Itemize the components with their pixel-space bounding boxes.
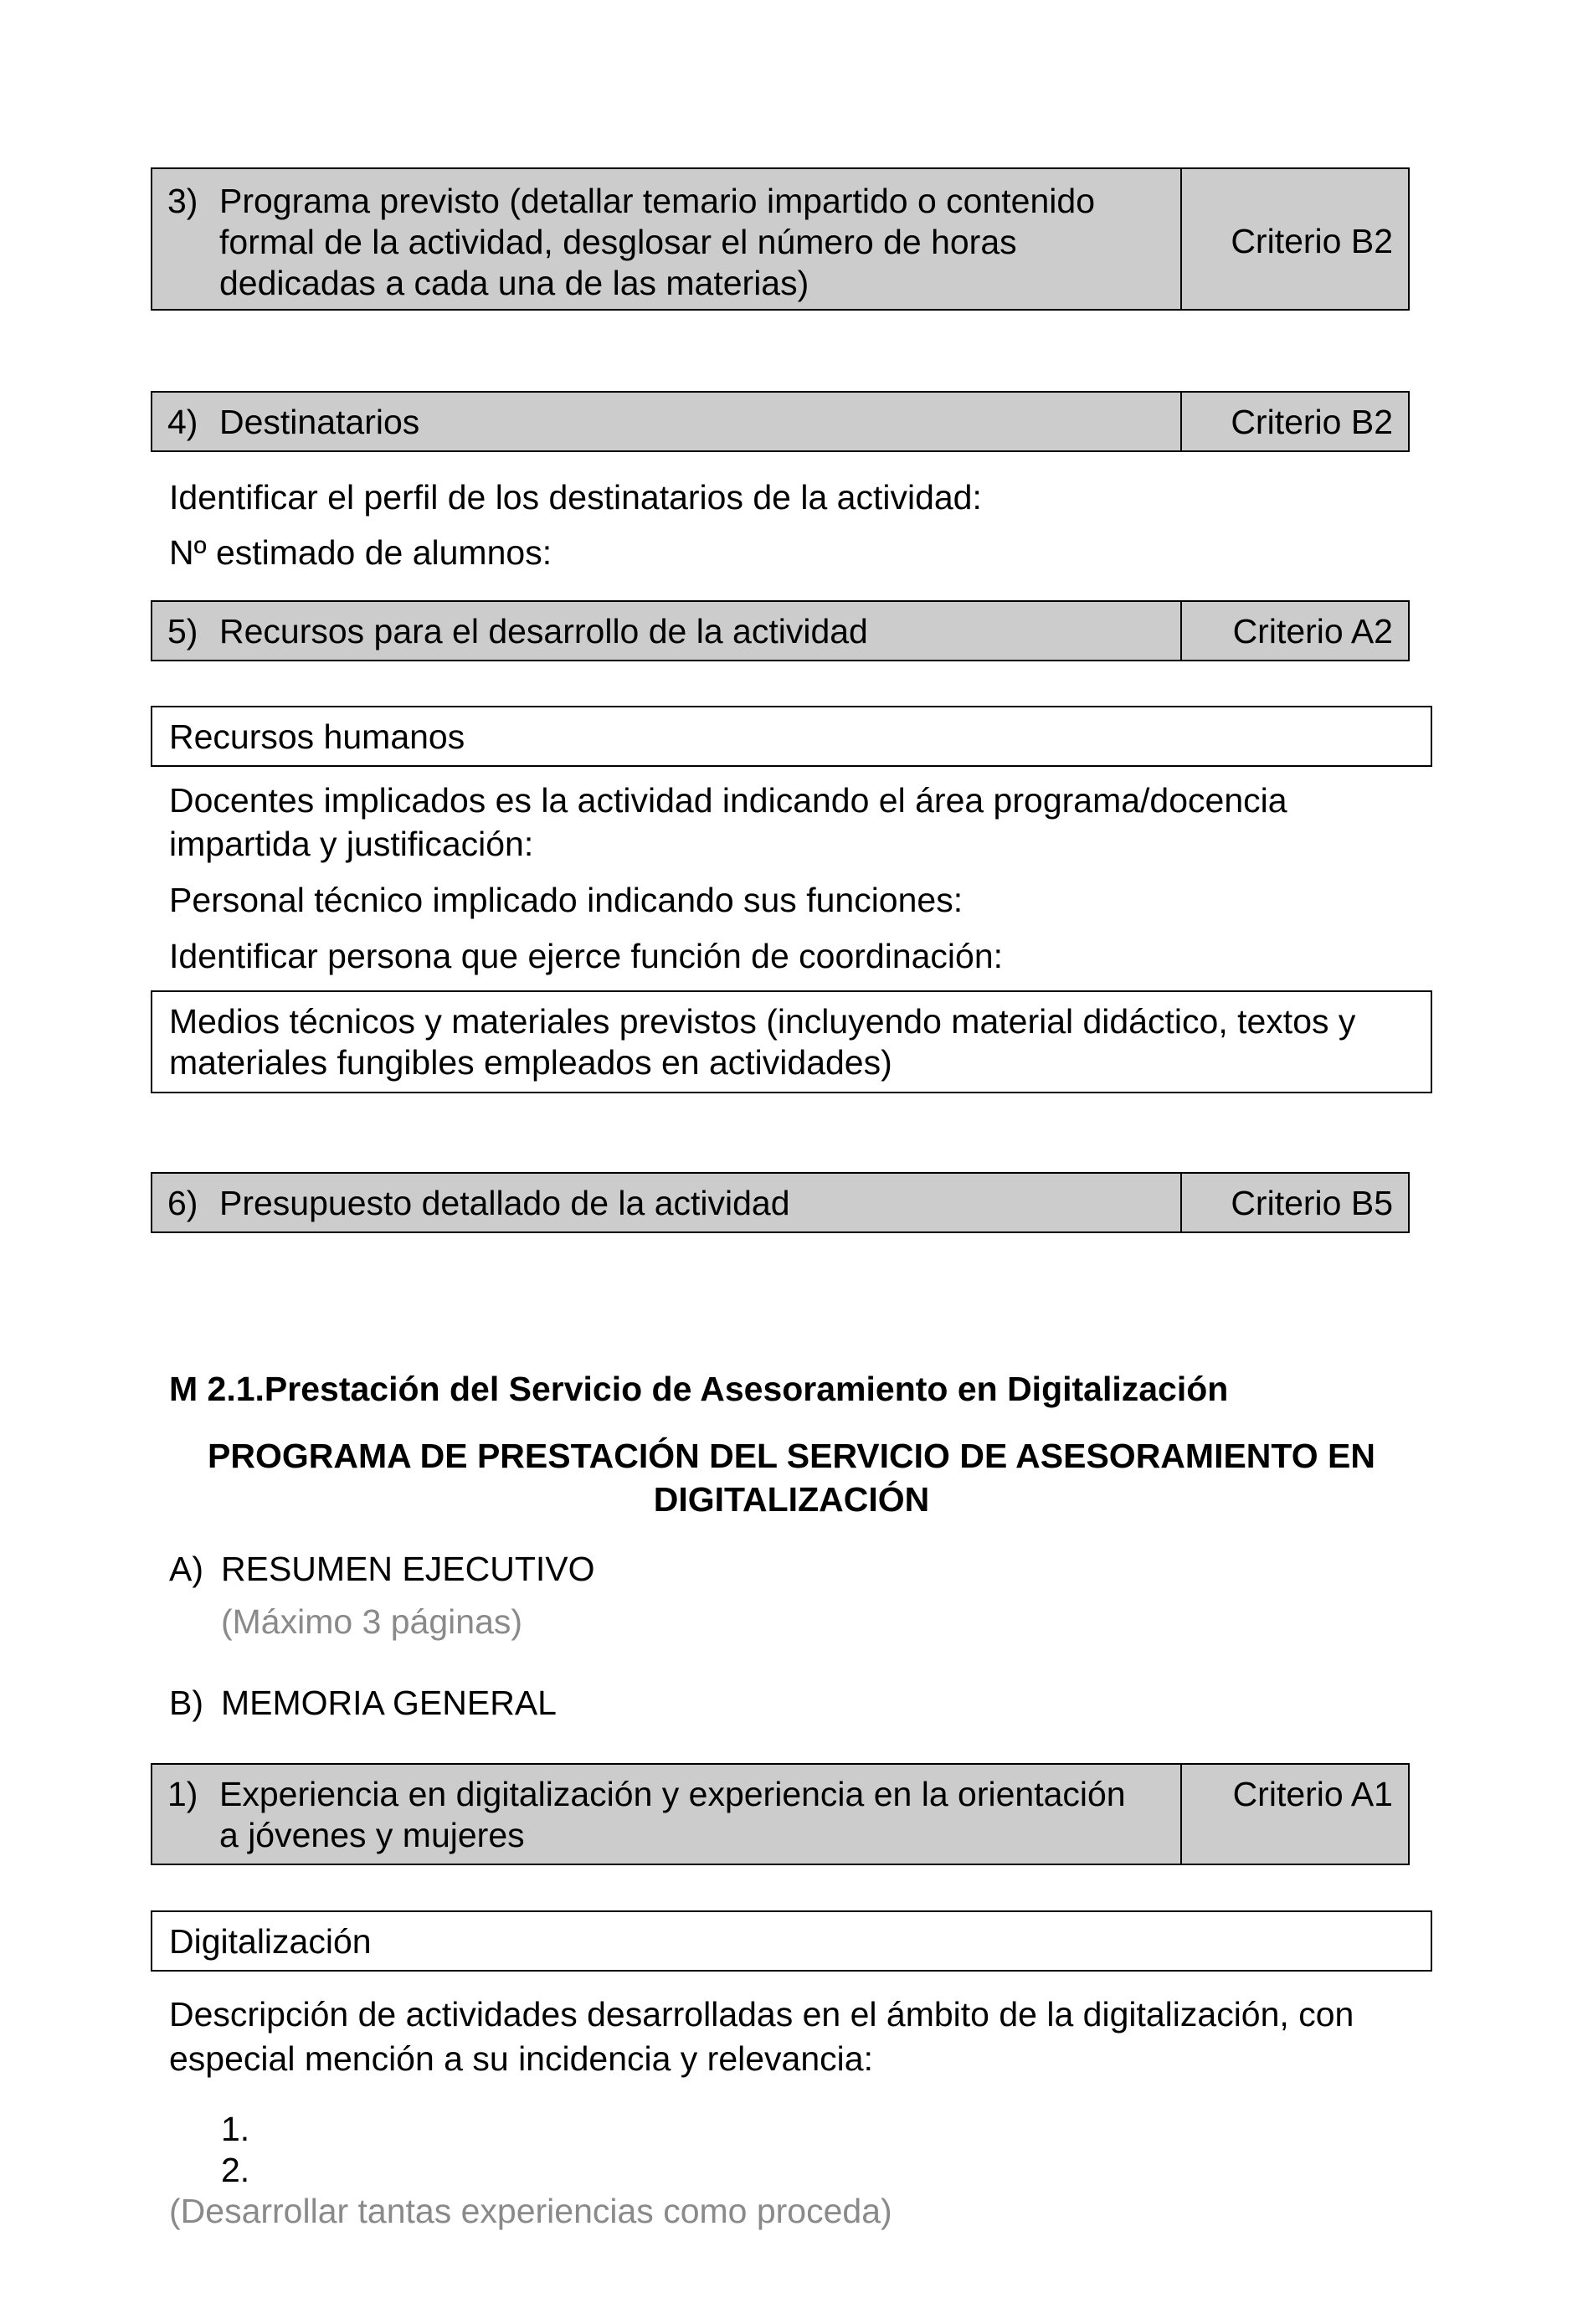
program-title-line: PROGRAMA DE PRESTACIÓN DEL SERVICIO DE ASESORAMIENTO EN — [208, 1437, 1375, 1475]
section-a-label: A) — [169, 1550, 203, 1588]
section-title-line: Experiencia en digitalización y experiencia en la orientación — [219, 1775, 1126, 1813]
description-text: Descripción de actividades desarrolladas en el ámbito de la digitalización, con — [169, 1995, 1354, 2034]
instruction-text: Identificar persona que ejerce función de coordinación: — [169, 937, 1004, 975]
section-number: 4) — [167, 403, 198, 441]
section-a-note: (Máximo 3 páginas) — [221, 1602, 523, 1641]
box-text-line: materiales fungibles empleados en actividades) — [169, 1043, 892, 1082]
column-divider — [1180, 169, 1182, 309]
column-divider — [1180, 1174, 1182, 1231]
instruction-text: impartida y justificación: — [169, 825, 534, 863]
box-title: Digitalización — [169, 1922, 372, 1961]
section-title-line: formal de la actividad, desglosar el número de horas — [219, 223, 1017, 261]
instruction-text: Docentes implicados es la actividad indicando el área programa/docencia — [169, 781, 1287, 820]
section-b-title: MEMORIA GENERAL — [221, 1684, 557, 1722]
section-5-header — [151, 600, 1410, 661]
instruction-text: Personal técnico implicado indicando sus funciones: — [169, 881, 964, 919]
program-title-line: DIGITALIZACIÓN — [653, 1480, 930, 1519]
section-number: 6) — [167, 1184, 198, 1222]
list-item-number: 1. — [221, 2110, 250, 2148]
medios-tecnicos-box — [151, 990, 1432, 1093]
recursos-humanos-box — [151, 706, 1432, 767]
instruction-text: Identificar el perfil de los destinatarios de la actividad: — [169, 478, 982, 517]
section-number: 1) — [167, 1775, 198, 1813]
section-title-line: dedicadas a cada una de las materias) — [219, 264, 809, 302]
description-text: especial mención a su incidencia y relevancia: — [169, 2039, 873, 2078]
criterio-label: Criterio B2 — [1231, 222, 1393, 260]
list-item-number: 2. — [221, 2151, 250, 2189]
criterio-label: Criterio B2 — [1231, 403, 1393, 441]
section-title-line: a jóvenes y mujeres — [219, 1816, 525, 1854]
box-title: Recursos humanos — [169, 717, 465, 756]
section-number: 3) — [167, 182, 198, 220]
section-title: Recursos para el desarrollo de la actividad — [219, 612, 868, 650]
closing-note: (Desarrollar tantas experiencias como proceda) — [169, 2192, 892, 2230]
section-4-header — [151, 391, 1410, 452]
section-title: Destinatarios — [219, 403, 420, 441]
criterio-label: Criterio A2 — [1232, 612, 1393, 650]
criterio-label: Criterio A1 — [1232, 1775, 1393, 1813]
section-3-header — [151, 167, 1410, 311]
column-divider — [1180, 393, 1182, 450]
section-number: 5) — [167, 612, 198, 650]
measure-heading: M 2.1.Prestación del Servicio de Asesoramiento en Digitalización — [169, 1370, 1229, 1408]
section-title: Presupuesto detallado de la actividad — [219, 1184, 790, 1222]
column-divider — [1180, 602, 1182, 660]
column-divider — [1180, 1765, 1182, 1864]
program-title — [151, 1434, 1432, 1521]
section-a-title: RESUMEN EJECUTIVO — [221, 1550, 595, 1588]
box-text-line: Medios técnicos y materiales previstos (incluyendo material didáctico, textos y — [169, 1002, 1356, 1041]
digitalizacion-box — [151, 1910, 1432, 1972]
section-b-label: B) — [169, 1684, 203, 1722]
section-6-header — [151, 1172, 1410, 1233]
section-1-header — [151, 1763, 1410, 1865]
section-title-line: Programa previsto (detallar temario impartido o contenido — [219, 182, 1096, 220]
instruction-text: Nº estimado de alumnos: — [169, 533, 552, 572]
criterio-label: Criterio B5 — [1231, 1184, 1393, 1222]
